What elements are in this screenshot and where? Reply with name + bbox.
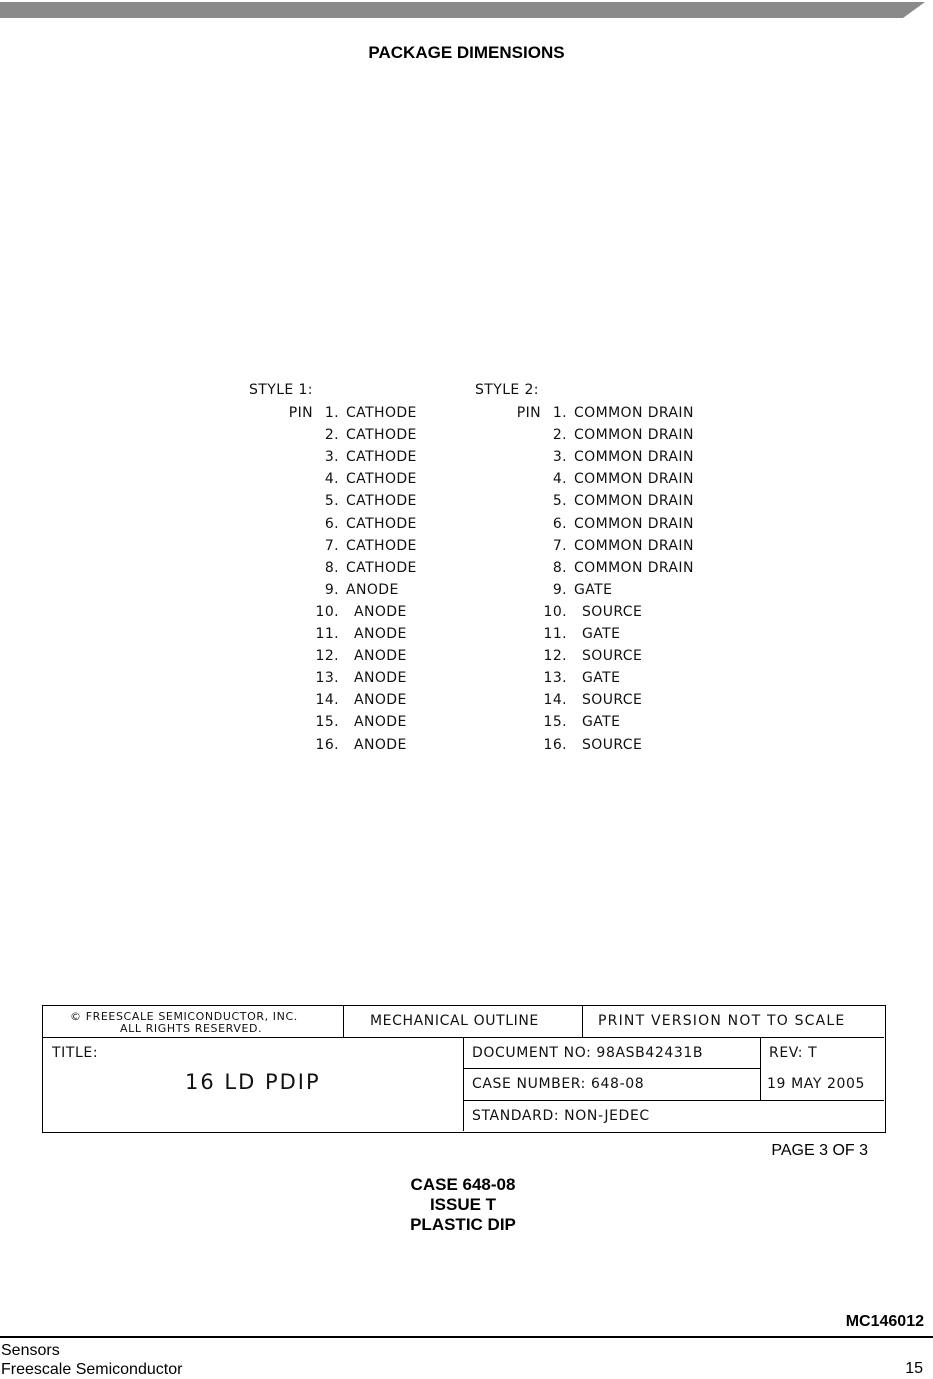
pin-function: CATHODE [346, 405, 417, 421]
pin-number: 4. [552, 471, 567, 488]
pin-function: ANODE [354, 626, 407, 642]
pin-function: CATHODE [346, 427, 417, 444]
pin-number: 13. [315, 670, 339, 687]
pin-function: ANODE [354, 670, 407, 687]
pin-number: 1. [552, 405, 567, 421]
style-2-pin-row [0, 711, 933, 733]
pin-number: 10. [315, 603, 339, 620]
style-2-pin-row [0, 557, 933, 579]
pin-function: COMMON DRAIN [574, 493, 694, 510]
pin-number: 2. [552, 427, 567, 444]
pin-number: 15. [315, 714, 339, 731]
pin-number: 8. [552, 559, 567, 576]
pin-number: 6. [324, 515, 339, 532]
pin-number: 11. [315, 626, 339, 642]
pin-function: ANODE [354, 648, 407, 665]
pin-number: 6. [552, 515, 567, 532]
case-number-heading: CASE 648-08 [410, 1175, 516, 1194]
pin-function: ANODE [354, 736, 407, 753]
style-2-pin-row [0, 734, 933, 756]
pin-function: CATHODE [346, 471, 417, 488]
pin-number: 3. [552, 449, 567, 466]
pin-number: 12. [315, 648, 339, 665]
style-2-pin-row [0, 490, 933, 512]
style-2-pin-row [0, 645, 933, 667]
pin-number: 8. [324, 559, 339, 576]
pin-number: 14. [543, 692, 567, 709]
title-value: 16 LD PDIP [185, 1070, 321, 1094]
style-2-pin-row [0, 535, 933, 557]
style-2-pin-row [0, 623, 933, 645]
pin-number: 7. [324, 537, 339, 554]
style-2-pin-row [0, 446, 933, 468]
style-2-pin-row [0, 601, 933, 623]
pin-number: 2. [324, 427, 339, 444]
pin-number: 15. [543, 714, 567, 731]
revision: REV: T [769, 1045, 818, 1061]
pin-number: 16. [543, 736, 567, 753]
pin-prefix-label: PIN [516, 405, 541, 421]
pin-function: ANODE [354, 692, 407, 709]
pin-function: COMMON DRAIN [574, 471, 694, 488]
pin-function: SOURCE [582, 603, 643, 620]
style-1-heading: STYLE 1: [249, 382, 313, 398]
style-2-pin-row [0, 424, 933, 446]
pin-function: CATHODE [346, 537, 417, 554]
pin-number: 16. [315, 736, 339, 753]
pin-function: GATE [582, 626, 621, 642]
pin-function: GATE [582, 714, 621, 731]
case-info [0, 1175, 926, 1235]
pin-function: COMMON DRAIN [574, 427, 694, 444]
pin-function: ANODE [346, 581, 399, 598]
print-version-note: PRINT VERSION NOT TO SCALE [598, 1013, 846, 1029]
pin-number: 10. [543, 603, 567, 620]
copyright-line-2: ALL RIGHTS RESERVED. [120, 1022, 263, 1035]
style-2-pin-row [0, 579, 933, 601]
pin-function: COMMON DRAIN [574, 559, 694, 576]
mechanical-outline-label: MECHANICAL OUTLINE [370, 1013, 539, 1029]
pin-function: CATHODE [346, 449, 417, 466]
part-number: MC146012 [845, 1313, 924, 1330]
pin-number: 4. [324, 471, 339, 488]
pin-number: 5. [324, 493, 339, 510]
pin-function: ANODE [354, 603, 407, 620]
pin-function: SOURCE [582, 736, 643, 753]
pin-function: CATHODE [346, 493, 417, 510]
pin-function: COMMON DRAIN [574, 405, 694, 421]
revision-date: 19 MAY 2005 [767, 1076, 866, 1092]
pin-prefix-label: PIN [288, 405, 313, 421]
issue-heading: ISSUE T [429, 1195, 497, 1214]
pin-number: 9. [552, 581, 567, 598]
document-number: DOCUMENT NO: 98ASB42431B [472, 1045, 704, 1061]
pin-number: 9. [324, 581, 339, 598]
pin-number: 5. [552, 493, 567, 510]
pin-number: 11. [543, 626, 567, 642]
style-2-pin-row [0, 402, 933, 424]
pin-number: 3. [324, 449, 339, 466]
pin-function: COMMON DRAIN [574, 449, 694, 466]
pin-function: GATE [582, 670, 621, 687]
footer-company: Freescale Semiconductor [1, 1361, 183, 1378]
pin-function: SOURCE [582, 648, 643, 665]
pin-number: 14. [315, 692, 339, 709]
pin-function: CATHODE [346, 559, 417, 576]
page-indicator: PAGE 3 OF 3 [771, 1142, 868, 1159]
pin-number: 12. [543, 648, 567, 665]
page-title: PACKAGE DIMENSIONS [368, 43, 565, 62]
case-number: CASE NUMBER: 648-08 [472, 1076, 645, 1092]
pin-function: ANODE [354, 714, 407, 731]
header-bar [0, 2, 933, 18]
pin-function: SOURCE [582, 692, 643, 709]
pin-function: COMMON DRAIN [574, 515, 694, 532]
package-type-heading: PLASTIC DIP [410, 1215, 516, 1234]
footer-category: Sensors [1, 1342, 60, 1359]
pin-function: COMMON DRAIN [574, 537, 694, 554]
standard: STANDARD: NON-JEDEC [472, 1108, 650, 1124]
pin-number: 7. [552, 537, 567, 554]
style-2-pin-row [0, 667, 933, 689]
style-2-pin-row [0, 468, 933, 490]
footer-page-number: 15 [905, 1360, 923, 1377]
style-2-pin-row [0, 689, 933, 711]
footer-divider [0, 1336, 933, 1338]
pin-function: CATHODE [346, 515, 417, 532]
footer-left [1, 1341, 182, 1379]
pin-function: GATE [574, 581, 613, 598]
style-2-pin-row [0, 513, 933, 535]
title-label: TITLE: [52, 1045, 99, 1061]
copyright-line-1: © FREESCALE SEMICONDUCTOR, INC. [70, 1010, 298, 1023]
pin-number: 13. [543, 670, 567, 687]
style-2-heading: STYLE 2: [475, 382, 539, 398]
pin-number: 1. [324, 405, 339, 421]
